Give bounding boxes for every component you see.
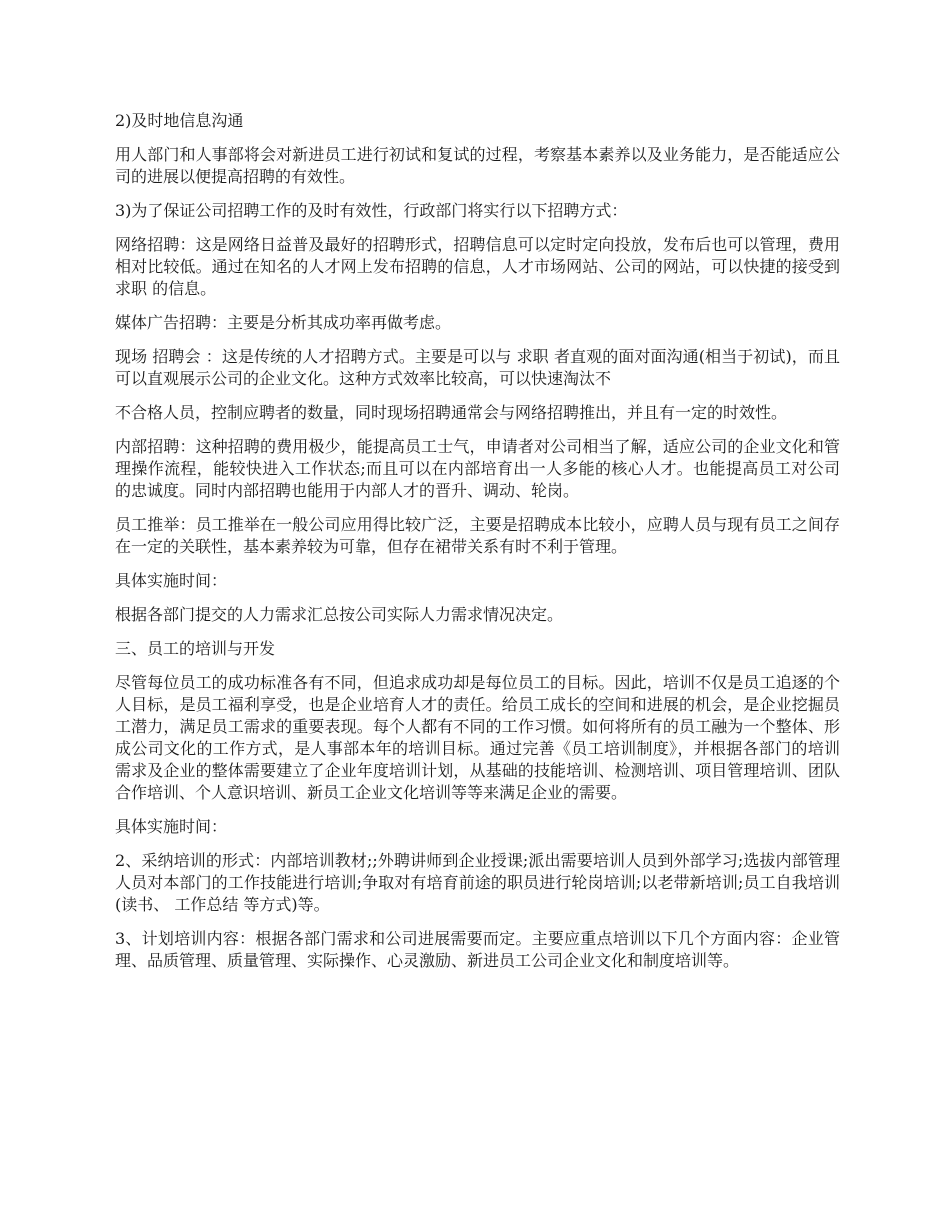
paragraph-job-fair-continued: 不合格人员，控制应聘者的数量，同时现场招聘通常会与网络招聘推出，并且有一定的时效性。 bbox=[115, 403, 788, 422]
paragraph-interview-process: 用人部门和人事部将会对新进员工进行初试和复试的过程，考察基本素养以及业务能力，是否能适应公司的进展以便提高招聘的有效性。 bbox=[115, 145, 840, 186]
paragraph-training-content: 3、计划培训内容：根据各部门需求和公司进展需要而定。主要应重点培训以下几个方面内容：企业管理、品质管理、质量管理、实际操作、心灵激励、新进员工公司企业文化和制度培训等。 bbox=[115, 929, 840, 970]
paragraph-implementation-time-1: 具体实施时间： bbox=[115, 571, 228, 590]
paragraph-info-communication-heading: 2)及时地信息沟通 bbox=[115, 111, 244, 130]
paragraph-media-recruitment: 媒体广告招聘：主要是分析其成功率再做考虑。 bbox=[115, 313, 452, 332]
paragraph-job-fair: 现场 招聘会 ：这是传统的人才招聘方式。主要是可以与 求职 者直观的面对面沟通(相当于初试)，而且可以直观展示公司的企业文化。这种方式效率比较高，可以快速淘汰不 bbox=[115, 347, 840, 388]
paragraph-implementation-detail: 根据各部门提交的人力需求汇总按公司实际人力需求情况决定。 bbox=[115, 605, 564, 624]
paragraph-employee-referral: 员工推举：员工推举在一般公司应用得比较广泛，主要是招聘成本比较小，应聘人员与现有员工之间存在一定的关联性，基本素养较为可靠，但存在裙带关系有时不利于管理。 bbox=[115, 515, 840, 556]
paragraph-training-overview: 尽管每位员工的成功标准各有不同，但追求成功却是每位员工的目标。因此，培训不仅是员工追逐的个人目标，是员工福利享受，也是企业培育人才的责任。给员工成长的空间和进展的机会，是企业挖掘员工潜力，满足员工需求的重要表现。每个人都有不同的工作习惯。如何将所有的员工融为一个整体、形成公司文化的工作方式，是人事部本年的培训目标。通过完善《员工培训制度》，并根据各部门的培训需求及企业的整体需要建立了企业年度培训计划，从基础的技能培训、检测培训、项目管理培训、团队合作培训、个人意识培训、新员工企业文化培训等等来满足企业的需要。 bbox=[115, 673, 840, 802]
paragraph-training-forms: 2、采纳培训的形式：内部培训教材;;外聘讲师到企业授课;派出需要培训人员到外部学习;选拔内部管理人员对本部门的工作技能进行培训;争取对有培育前途的职员进行轮岗培训;以老带新培训;员工自我培训(读书、 工作总结 等方式)等。 bbox=[115, 851, 840, 914]
paragraph-implementation-time-2: 具体实施时间： bbox=[115, 817, 228, 836]
document-body bbox=[115, 110, 840, 984]
paragraph-internal-recruitment: 内部招聘：这种招聘的费用极少，能提高员工士气，申请者对公司相当了解，适应公司的企业文化和管理操作流程，能较快进入工作状态;而且可以在内部培育出一人多能的核心人才。也能提高员工对公司的忠诚度。同时内部招聘也能用于内部人才的晋升、调动、轮岗。 bbox=[115, 437, 840, 500]
section-heading-training: 三、员工的培训与开发 bbox=[115, 639, 276, 658]
paragraph-online-recruitment: 网络招聘：这是网络日益普及最好的招聘形式，招聘信息可以定时定向投放，发布后也可以管理，费用相对比较低。通过在知名的人才网上发布招聘的信息，人才市场网站、公司的网站，可以快捷的接受到 求职 的信息。 bbox=[115, 235, 840, 298]
paragraph-recruitment-methods-heading: 3)为了保证公司招聘工作的及时有效性，行政部门将实行以下招聘方式： bbox=[115, 201, 628, 220]
